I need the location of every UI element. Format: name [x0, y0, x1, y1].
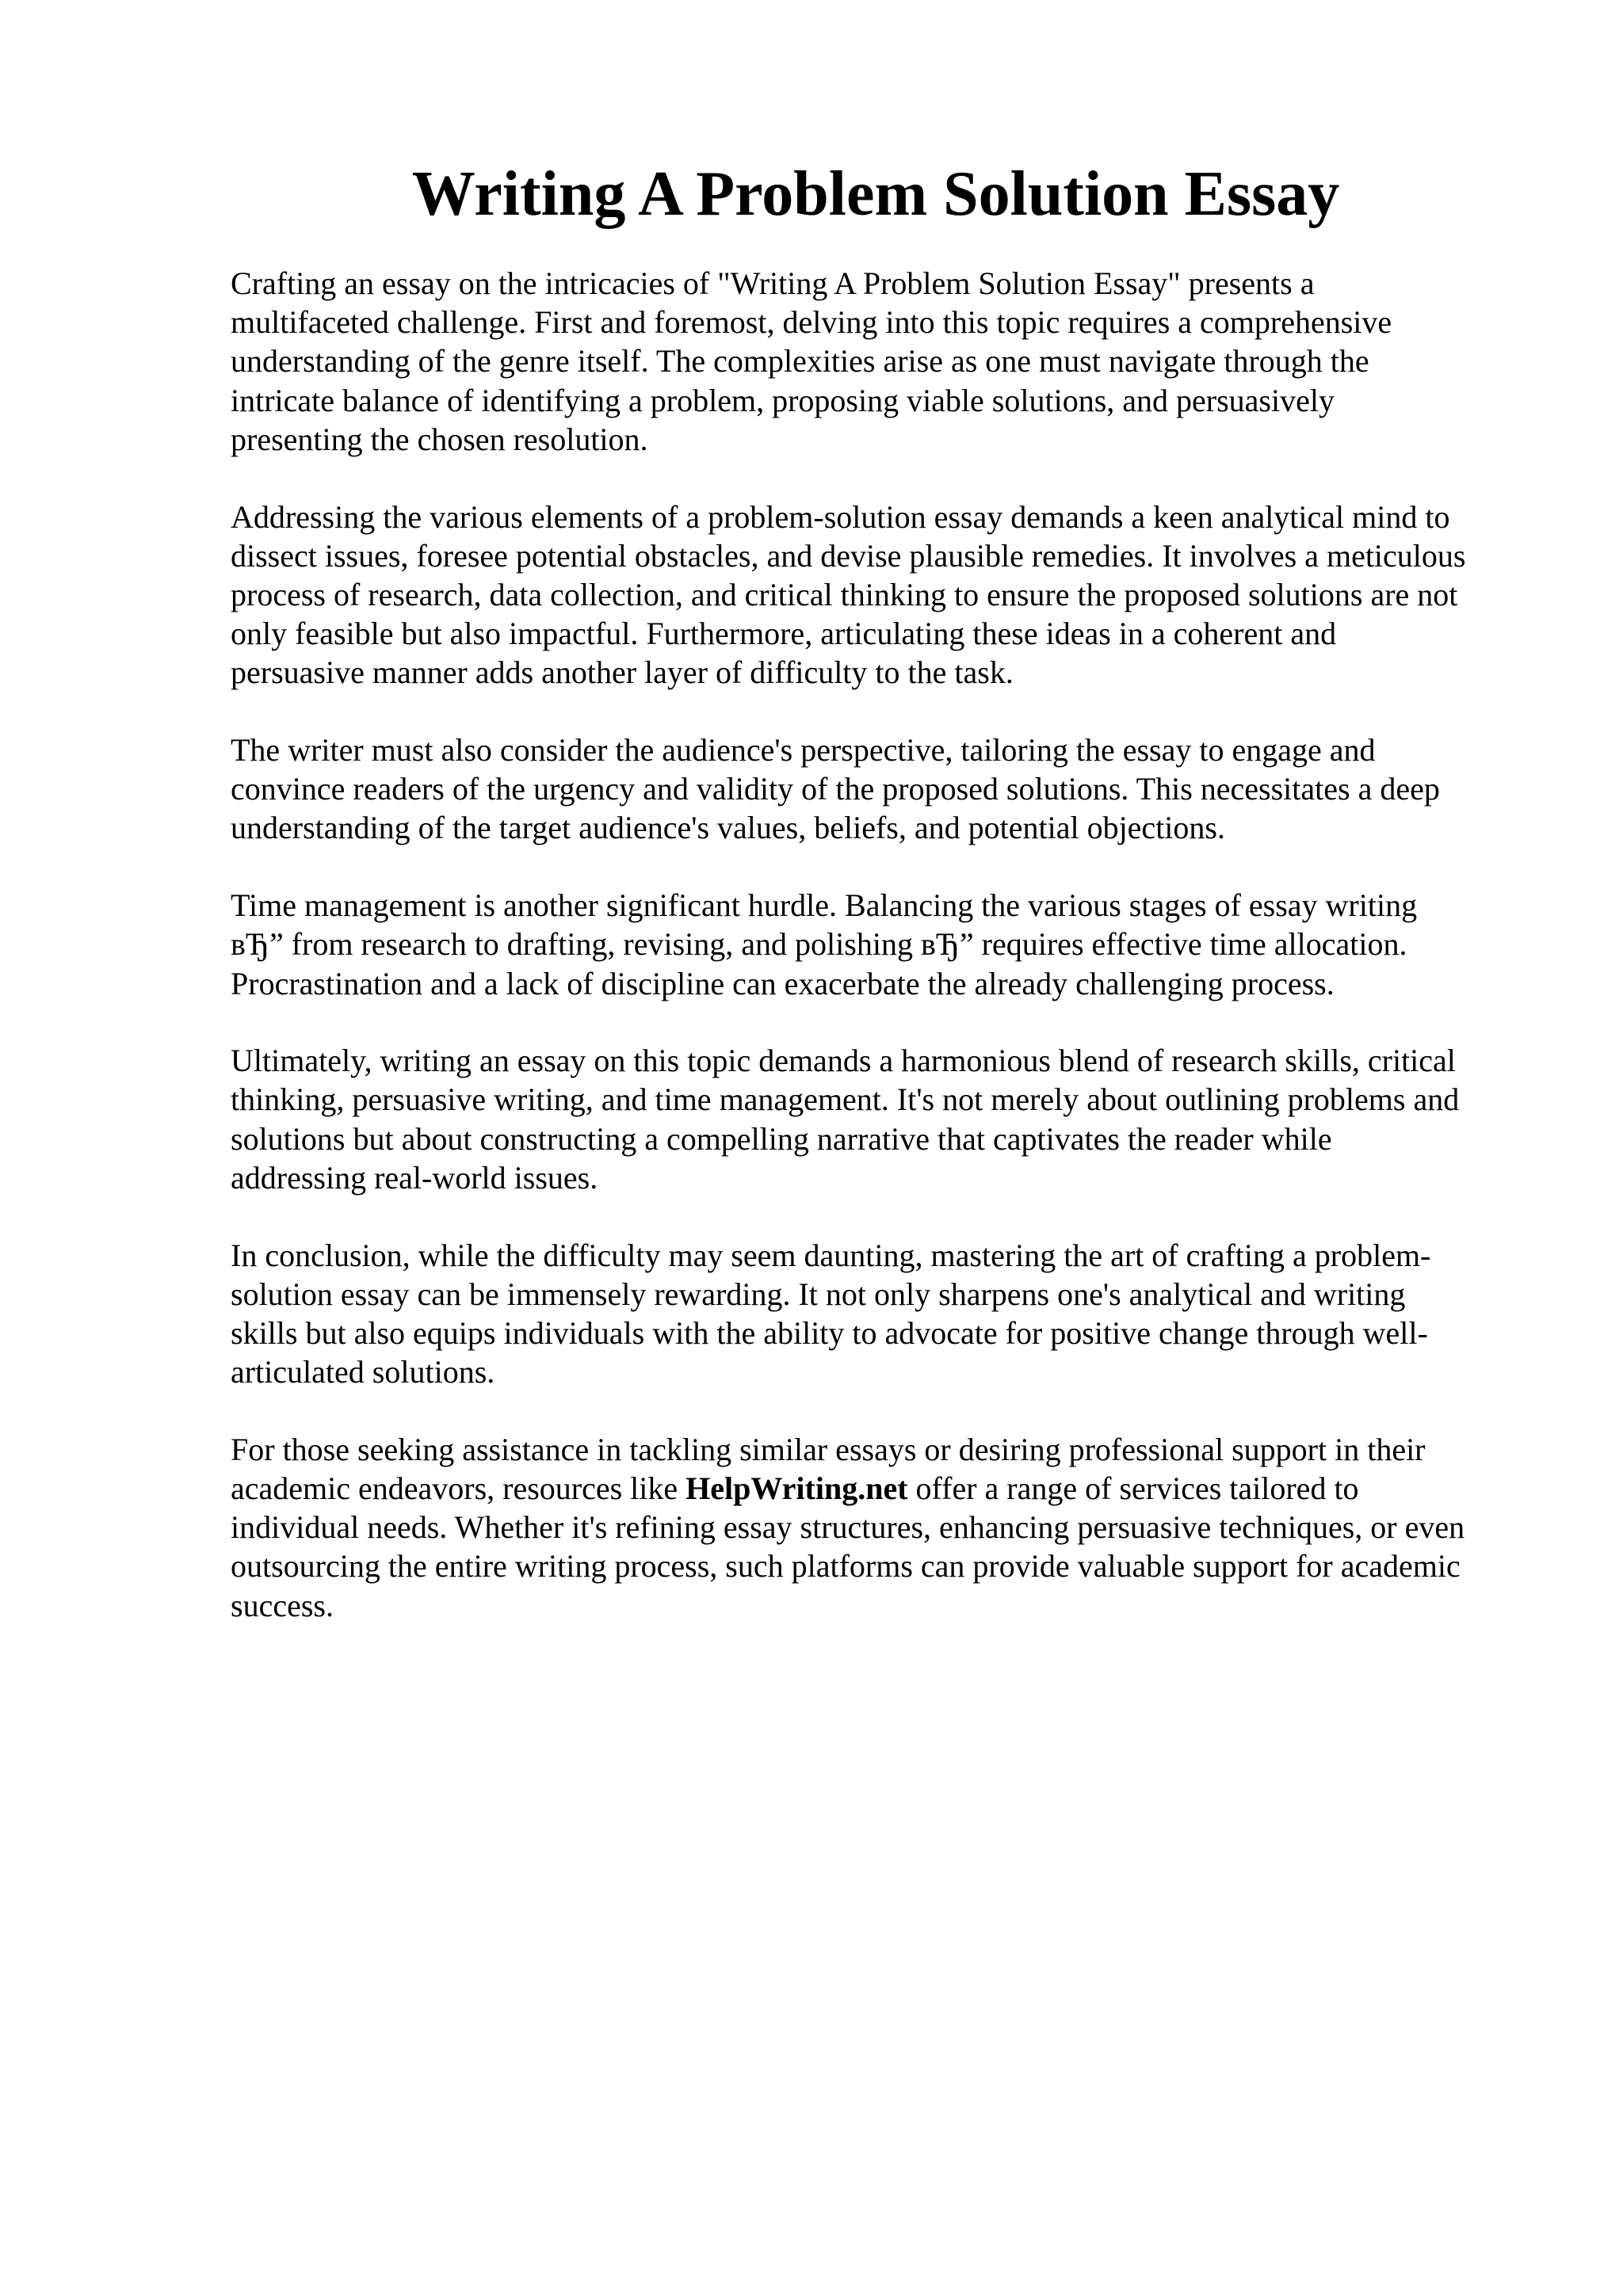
text-line: outsourcing the entire writing process, such platforms can provide valuable support for academic — [231, 1548, 1461, 1585]
text-line: individual needs. Whether it's refining essay structures, enhancing persuasive techniques, or even — [231, 1509, 1465, 1546]
helpwriting-link[interactable]: HelpWriting.net — [685, 1470, 908, 1507]
text-line: thinking, persuasive writing, and time management. It's not merely about outlining problems and — [231, 1081, 1460, 1118]
paragraph-elements — [231, 498, 1546, 692]
text-line: Crafting an essay on the intricacies of "Writing A Problem Solution Essay" presents a — [231, 265, 1315, 301]
document-title: Writing A Problem Solution Essay — [411, 159, 1340, 229]
text-line: persuasive manner adds another layer of difficulty to the task. — [231, 654, 1014, 691]
text-line: only feasible but also impactful. Furthermore, articulating these ideas in a coherent and — [231, 616, 1337, 652]
paragraph-time-management — [231, 886, 1546, 1003]
text-line: Ultimately, writing an essay on this topic demands a harmonious blend of research skills, critical — [231, 1043, 1456, 1079]
text-line: convince readers of the urgency and validity of the proposed solutions. This necessitates a deep — [231, 771, 1440, 807]
text-line: presenting the chosen resolution. — [231, 421, 648, 457]
text-line: вЂ” from research to drafting, revising, and polishing вЂ” requires effective time allocation. — [231, 926, 1407, 963]
paragraph-conclusion — [231, 1236, 1546, 1392]
text-line: articulated solutions. — [231, 1354, 495, 1390]
text-line: For those seeking assistance in tackling similar essays or desiring professional support in their — [231, 1431, 1426, 1467]
paragraph-audience — [231, 730, 1546, 848]
text-segment: offer a range of services tailored to — [907, 1470, 1359, 1507]
text-line: understanding of the genre itself. The complexities arise as one must navigate through the — [231, 343, 1369, 379]
text-line: In conclusion, while the difficulty may seem daunting, mastering the art of crafting a problem- — [231, 1237, 1431, 1273]
paragraph-intro — [231, 264, 1546, 459]
text-line: process of research, data collection, and critical thinking to ensure the proposed solutions are not — [231, 576, 1458, 612]
paragraph-ultimately — [231, 1041, 1546, 1197]
text-line: Time management is another significant hurdle. Balancing the various stages of essay writing — [231, 887, 1418, 924]
text-line: solution essay can be immensely rewarding. It not only sharpens one's analytical and writing — [231, 1276, 1406, 1312]
text-line: success. — [231, 1587, 334, 1623]
text-line: addressing real-world issues. — [231, 1159, 598, 1196]
text-line — [231, 1469, 1546, 1508]
text-line: Procrastination and a lack of discipline can exacerbate the already challenging process. — [231, 965, 1335, 1001]
text-line: solutions but about constructing a compelling narrative that captivates the reader while — [231, 1120, 1332, 1157]
document-body — [231, 264, 1546, 1663]
text-line: The writer must also consider the audience's perspective, tailoring the essay to engage and — [231, 732, 1376, 769]
text-line: dissect issues, foresee potential obstacles, and devise plausible remedies. It involves a meticulous — [231, 537, 1466, 574]
text-line: understanding of the target audience's values, beliefs, and potential objections. — [231, 810, 1225, 846]
paragraph-resources — [231, 1430, 1546, 1625]
text-line: skills but also equips individuals with the ability to advocate for positive change through well- — [231, 1314, 1428, 1351]
text-line: intricate balance of identifying a problem, proposing viable solutions, and persuasively — [231, 382, 1335, 418]
text-line: Addressing the various elements of a problem-solution essay demands a keen analytical mind to — [231, 498, 1450, 535]
text-segment: academic endeavors, resources like — [231, 1470, 686, 1507]
text-line: multifaceted challenge. First and foremost, delving into this topic requires a comprehensive — [231, 304, 1392, 341]
